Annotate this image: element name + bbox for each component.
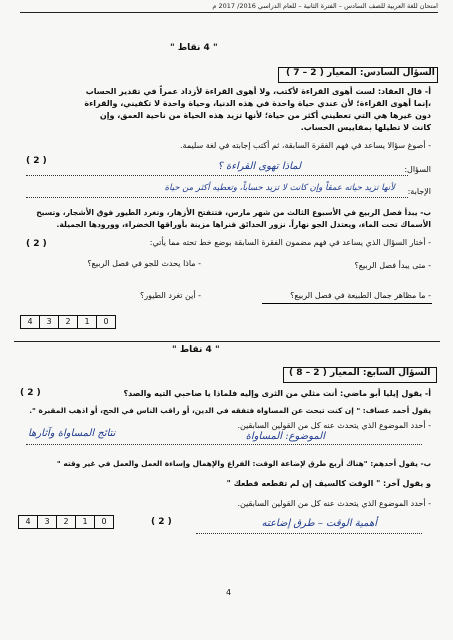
task2-mark: ( 2 ) bbox=[26, 239, 47, 249]
question-answer: لماذا تهوى القراءة ؟ bbox=[217, 161, 301, 172]
task3-answer-line bbox=[26, 444, 422, 445]
score-grid-6 bbox=[20, 315, 116, 329]
score-cell: 2 bbox=[59, 316, 78, 328]
question-answer-line bbox=[26, 175, 408, 176]
section7-line-b1: ب- يقول أحدهم: "هناك أربع طرق لإضاعة الوقت: الفراغ والإهمال وإساءة العمل والعمل في غير وقته " bbox=[56, 459, 431, 468]
score-cell: 1 bbox=[78, 316, 97, 328]
section7-criterion: السؤال السابع: المعيار ( 2 – 8 ) bbox=[289, 368, 431, 378]
task4-instruction: - أحدد الموضوع الذي يتحدث عنه كل من القولين السابقين. bbox=[237, 499, 431, 508]
page-number: 4 bbox=[226, 588, 232, 597]
section7-points: " 4 نقاط " bbox=[172, 345, 220, 355]
section6-points: " 4 نقاط " bbox=[170, 43, 218, 53]
section7-line-b2: و يقول آخر: " الوقت كالسيف إن لم تقطعه قطعك " bbox=[226, 479, 431, 488]
score-cell: 3 bbox=[38, 516, 57, 528]
score-grid-7 bbox=[18, 515, 114, 529]
task3-answer-left: نتائج المساواة وآثارها bbox=[28, 428, 116, 439]
score-cell: 4 bbox=[19, 516, 38, 528]
task1-instruction: - أصوغ سؤالا يساعد في فهم الفقرة السابقة، ثم أكتب إجابته في لغة سليمة. bbox=[179, 141, 431, 150]
section7-line-a-mark: ( 2 ) bbox=[20, 388, 41, 398]
section7-line-a2: يقول أحمد عساف: " إن كنت تبحث عن المساواة فتفقه في الدين، أو راقب الناس في الحج، أو اذهب المقبرة ". bbox=[29, 406, 431, 415]
task2-instruction: - أختار السؤال الذي يساعد في فهم مضمون الفقرة السابقة بوضع خط تحته مما يأتي: bbox=[149, 238, 431, 247]
option-4: - أين تغرد الطيور؟ bbox=[140, 291, 201, 300]
task4-mark: ( 2 ) bbox=[151, 517, 172, 527]
score-cell: 4 bbox=[21, 316, 40, 328]
passage-a-line-2: ،إنما أهوى القراءة؛ لأن عندي حياة واحدة في هذه الدنيا، وحياة واحدة لا تكفيني، والقراءة bbox=[84, 99, 431, 108]
section6-criterion: السؤال السادس: المعيار ( 2 – 7 ) bbox=[286, 68, 435, 78]
task3-answer-right: الموضوع: المساواة bbox=[245, 431, 325, 442]
task4-answer: أهمية الوقت – طرق إضاعته bbox=[261, 518, 377, 529]
task3-instruction: - أحدد الموضوع الذي يتحدث عنه كل من القولين السابقين. bbox=[237, 421, 431, 430]
option-3: - ما مظاهر جمال الطبيعة في فصل الربيع؟ bbox=[290, 291, 431, 300]
exam-header: امتحان للغة العربية للصف السادس – الفترة الثانية – للعام الدراسي 2016/ 2017 م bbox=[212, 2, 438, 10]
score-cell: 3 bbox=[40, 316, 59, 328]
question-label: السؤال: bbox=[404, 165, 431, 174]
answer-text: لأنها تزيد حياته عمقاً وإن كانت لا تزيد حساباً، وتعطيه أكثر من حياة bbox=[164, 183, 395, 193]
answer-label: الإجابة: bbox=[407, 187, 431, 196]
score-cell: 0 bbox=[103, 317, 109, 326]
option-1: - متى يبدأ فصل الربيع؟ bbox=[354, 261, 431, 270]
header-rule bbox=[20, 12, 438, 13]
section7-line-a: أ- يقول إيليا أبو ماضي: أنت مثلي من الثرى وإليه فلماذا يا صاحبي التيه والصد؟ bbox=[123, 389, 431, 398]
passage-a-line-1: أ- قال العقاد: لست أهوى القراءة لأكتب، ولا أهوى القراءة لأزداد عمراً في تقدير الحساب bbox=[85, 87, 431, 96]
option-3-underline bbox=[262, 303, 432, 304]
passage-a-line-4: كانت لا تطيلها بمقاييس الحساب. bbox=[300, 123, 431, 132]
option-2: - ماذا يحدث للجو في فصل الربيع؟ bbox=[87, 259, 201, 268]
passage-a-line-3: دون غيرها هي التي تعطيني أكثر من حياة؛ لأنها تزيد هذه الحياة من ناحية العمق، وإن bbox=[99, 111, 431, 120]
score-cell: 2 bbox=[57, 516, 76, 528]
task1-mark: ( 2 ) bbox=[26, 156, 47, 166]
score-cell: 1 bbox=[76, 516, 95, 528]
passage-b-line-1: ب- يبدأ فصل الربيع في الأسبوع الثالث من شهر مارس، فتتفتح الأزهار، وتغرد الطيور فوق الأشجار، وتسبح bbox=[36, 208, 431, 217]
answer-line bbox=[26, 197, 408, 198]
passage-b-line-2: الأسماك تحت الماء، ويعتدل الجو نهاراً. نزور الحدائق فنراها مزينة بأوراقها الخضراء، وورودها الجميلة. bbox=[56, 220, 431, 229]
section-divider bbox=[14, 341, 440, 342]
score-cell: 0 bbox=[101, 517, 107, 526]
task4-answer-line bbox=[196, 533, 422, 534]
